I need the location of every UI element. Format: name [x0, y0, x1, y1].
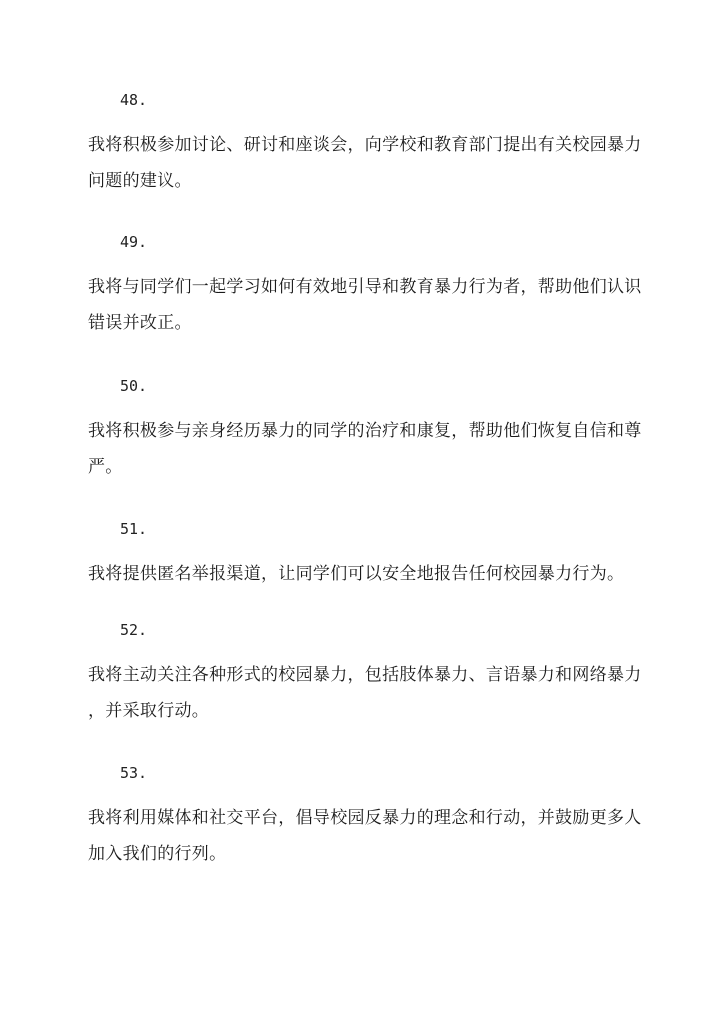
- item-text: [88, 269, 648, 341]
- item-text-line: 加入我们的行列。: [88, 844, 227, 864]
- item-text: [88, 127, 648, 199]
- item-text-line: 我将积极参加讨论、研讨和座谈会，向学校和教育部门提出有关校园暴力: [88, 135, 642, 155]
- item-number: 51.: [120, 520, 148, 538]
- item-text-line: 我将提供匿名举报渠道，让同学们可以安全地报告任何校园暴力行为。: [88, 564, 625, 584]
- item-text-line: 严。: [88, 457, 123, 477]
- item-text-line: 我将主动关注各种形式的校园暴力，包括肢体暴力、言语暴力和网络暴力: [88, 665, 642, 685]
- item-text: [88, 413, 648, 485]
- item-text-line: 我将利用媒体和社交平台，倡导校园反暴力的理念和行动，并鼓励更多人: [88, 808, 642, 828]
- item-text-line: 问题的建议。: [88, 171, 192, 191]
- item-number: 53.: [120, 764, 148, 782]
- item-number: 48.: [120, 91, 148, 109]
- item-text-line: 我将积极参与亲身经历暴力的同学的治疗和康复，帮助他们恢复自信和尊: [88, 421, 642, 441]
- item-text-line: 错误并改正。: [88, 313, 192, 333]
- item-number: 49.: [120, 233, 148, 251]
- item-text: [88, 657, 648, 729]
- item-text-line: 我将与同学们一起学习如何有效地引导和教育暴力行为者，帮助他们认识: [88, 277, 642, 297]
- item-text-line: ，并采取行动。: [88, 701, 210, 721]
- item-text: [88, 800, 648, 872]
- item-number: 50.: [120, 377, 148, 395]
- item-number: 52.: [120, 621, 148, 639]
- item-text: [88, 556, 648, 592]
